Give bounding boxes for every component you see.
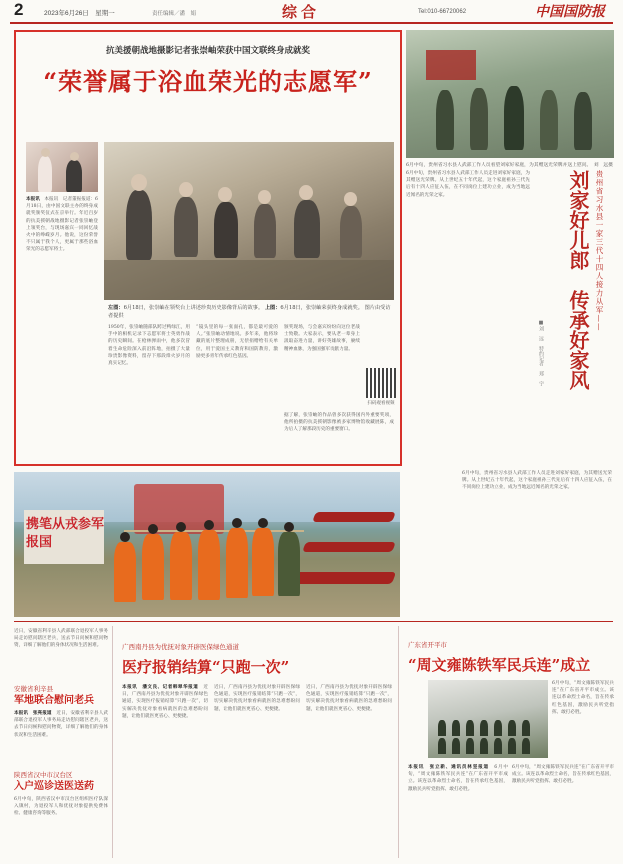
right-story-photo-side: 6月中旬，“周文雍陈铁军民兵连”在广东省开平市成立。该连以革命烈士命名，旨在传承红色基因，激励民兵听党指挥、敢打必胜。 xyxy=(552,681,614,715)
masthead-logo: 中国国防报 xyxy=(535,4,605,20)
family-visit-photo xyxy=(406,30,614,168)
right-story-kicker: 广东省开平市 xyxy=(408,641,447,649)
feature-title xyxy=(562,170,612,470)
mid-story-col-1: 本报讯 潘文良、记者韩翠华报道 近日，广西南丹县为优抚对象开辟医保绿色通道，实现医疗报销结算“只跑一次”，切实解决优抚对象看病就医的急难愁盼问题，让他们就医更省心、更便捷。 xyxy=(122,685,208,719)
lead-subhead: 抗美援朝战地摄影记者张崇岫荣获中国文联终身成就奖 xyxy=(105,46,310,56)
left-story2-kicker: 陕西省汉中市汉台区 xyxy=(14,771,73,779)
lead-column-2: 1950年，张崇岫随部队跨过鸭绿江，用手中的相机记录下志愿军将士英勇作战的历史瞬间。在枪林弹雨中，他多次冒着生命危险深入前沿阵地，拍摄了大量珍贵影像资料，留存下那段烽火岁月的真实记忆。 xyxy=(108,325,190,367)
feature-author: ■刘 远 特约记者 郑 宇 xyxy=(538,320,544,386)
recruitment-sign-text: 携笔从戎参军报国 xyxy=(26,517,105,550)
feature-headline: 刘家好儿郎 传承好家风 xyxy=(566,170,590,390)
right-story-col-2: 6月中旬，“周文雍陈铁军民兵连”在广东省开平市成立。该连以革命烈士命名，旨在传承红色基因，激励民兵听党指挥、敢打必胜。 xyxy=(512,765,614,785)
right-story-col-1: 本报讯 张立新、通讯员林坚报道 6月中旬，“周文雍陈铁军民兵连”在广东省开平市成立。该连以革命烈士命名，旨在传承红色基因，激励民兵听党指挥、敢打必胜。 xyxy=(408,765,508,792)
militia-parade-photo xyxy=(428,680,548,758)
lead-column-3: “镜头里的每一张面孔，都是最可爱的人。”张崇岫动情地说。多年来，他将珍藏的底片整理成册，无偿捐赠给有关单位，用于爱国主义教育和国防教育，激励更多青年传承红色基因。 xyxy=(196,325,278,359)
feature-kicker: 贵州省习水县一家三代十四人接力从军—— xyxy=(595,170,604,332)
feature-column-1: 6月中旬，贵州省习水县人武部工作人员走进刘家好家庭，为其赠送光荣牌。从上世纪五十年代起，这个家庭祖孙三代先后有十四人应征入伍，在不同岗位上建功立业，成为当地远近闻名的光荣之家。 xyxy=(406,171,530,198)
column-divider xyxy=(112,626,113,858)
editor-credit: 责任编辑／潘 娟 xyxy=(152,11,197,17)
page-number: 2 xyxy=(14,0,24,19)
lead-column-4: 颁奖现场，与会嘉宾纷纷向这位老战士致敬。大家表示，要从老一辈身上汲取奋进力量，讲好英雄故事，赓续精神血脉，为强国强军贡献力量。 xyxy=(284,325,360,352)
left-story-kicker: 安徽省利辛县 xyxy=(14,685,53,693)
veterans-audience-photo xyxy=(104,142,394,300)
mid-story-kicker: 广西南丹县为优抚对象开辟医保绿色通道 xyxy=(122,643,239,651)
lead-photo-caption: 左图：6月18日，张崇岫在领奖台上讲述珍贵历史影像背后的故事。 上图：6月18日，张崇岫荣获终身成就奖。 图片由受访者提供 xyxy=(108,305,391,319)
bottom-left-note: 近日，安徽省利辛县人武部联合退役军人事务局走访慰问辖区老兵，送去节日问候和慰问物资，详细了解他们的身体状况和生活困难。 xyxy=(14,629,108,649)
left-story-headline: 军地联合慰问老兵 xyxy=(14,695,94,706)
issue-date: 2023年6月26日 星期一 xyxy=(44,10,115,17)
feature-column-2: 6月中旬，贵州省习水县人武部工作人员走进刘家好家庭，为其赠送光荣牌。从上世纪五十年代起，这个家庭祖孙三代先后有十四人应征入伍，在不同岗位上建功立业，成为当地远近闻名的光荣之家。 xyxy=(462,471,612,491)
lead-column-1: 本报讯 本报讯 记者董振报道：6月18日，由中国文联主办的终身成就奖颁奖仪式在京举行。年近百岁的抗美援朝战地摄影记者张崇岫登上领奖台，与现场嘉宾一同回忆战火中的峥嵘岁月。他说，这份荣誉不只属于我个人，更属于那些浴血荣光的志愿军将士。 xyxy=(26,197,98,253)
lead-story-box xyxy=(14,30,402,466)
contact-phone: Tel:010-66720062 xyxy=(418,9,467,15)
section-title: 综合 xyxy=(282,3,321,21)
mid-story-col-3: 近日，广西南丹县为优抚对象开辟医保绿色通道，实现医疗报销结算“只跑一次”，切实解决优抚对象看病就医的急难愁盼问题，让他们就医更省心、更便捷。 xyxy=(306,685,392,712)
lead-column-5: 据了解，张崇岫的作品曾多次获得国内外重要奖项，他所拍摄的抗美援朝影像被多家博物馆收藏展陈，成为后人了解那段历史的重要窗口。 xyxy=(284,413,394,433)
header-rule xyxy=(10,22,613,24)
family-photo-caption: 6月中旬，贵州省习水县人武部工作人员看望刘家好家庭，为其赠送光荣牌并送上慰问。 刘 远摄 xyxy=(406,163,613,168)
qr-code[interactable] xyxy=(366,368,396,398)
column-divider-2 xyxy=(398,626,399,858)
right-story-headline: “周文雍陈铁军民兵连”成立 xyxy=(408,656,591,674)
mid-story-col-2: 近日，广西南丹县为优抚对象开辟医保绿色通道，实现医疗报销结算“只跑一次”，切实解决优抚对象看病就医的急难愁盼问题，让他们就医更省心、更便捷。 xyxy=(214,685,300,712)
left-story-body: 本报讯 张亮报道 近日，安徽省利辛县人武部联合退役军人事务局走访慰问辖区老兵，送去节日问候和慰问物资，详细了解他们的身体状况和生活困难。 xyxy=(14,711,108,738)
lead-headline: “荣誉属于浴血荣光的志愿军” xyxy=(43,67,373,96)
bottom-rule xyxy=(14,621,613,622)
mid-story-headline: 医疗报销结算“只跑一次” xyxy=(122,658,290,676)
left-story2-body: 6月中旬，陕西省汉中市汉台区组织医疗队深入镇村，为退役军人和优抚对象提供免费体检、健康咨询等服务。 xyxy=(14,797,108,817)
award-ceremony-photo xyxy=(26,142,98,192)
qr-code-label: 扫码观看视频 xyxy=(367,401,395,406)
left-story2-headline: 入户巡诊送医送药 xyxy=(14,781,94,792)
recruit-rowing-photo xyxy=(14,472,400,617)
